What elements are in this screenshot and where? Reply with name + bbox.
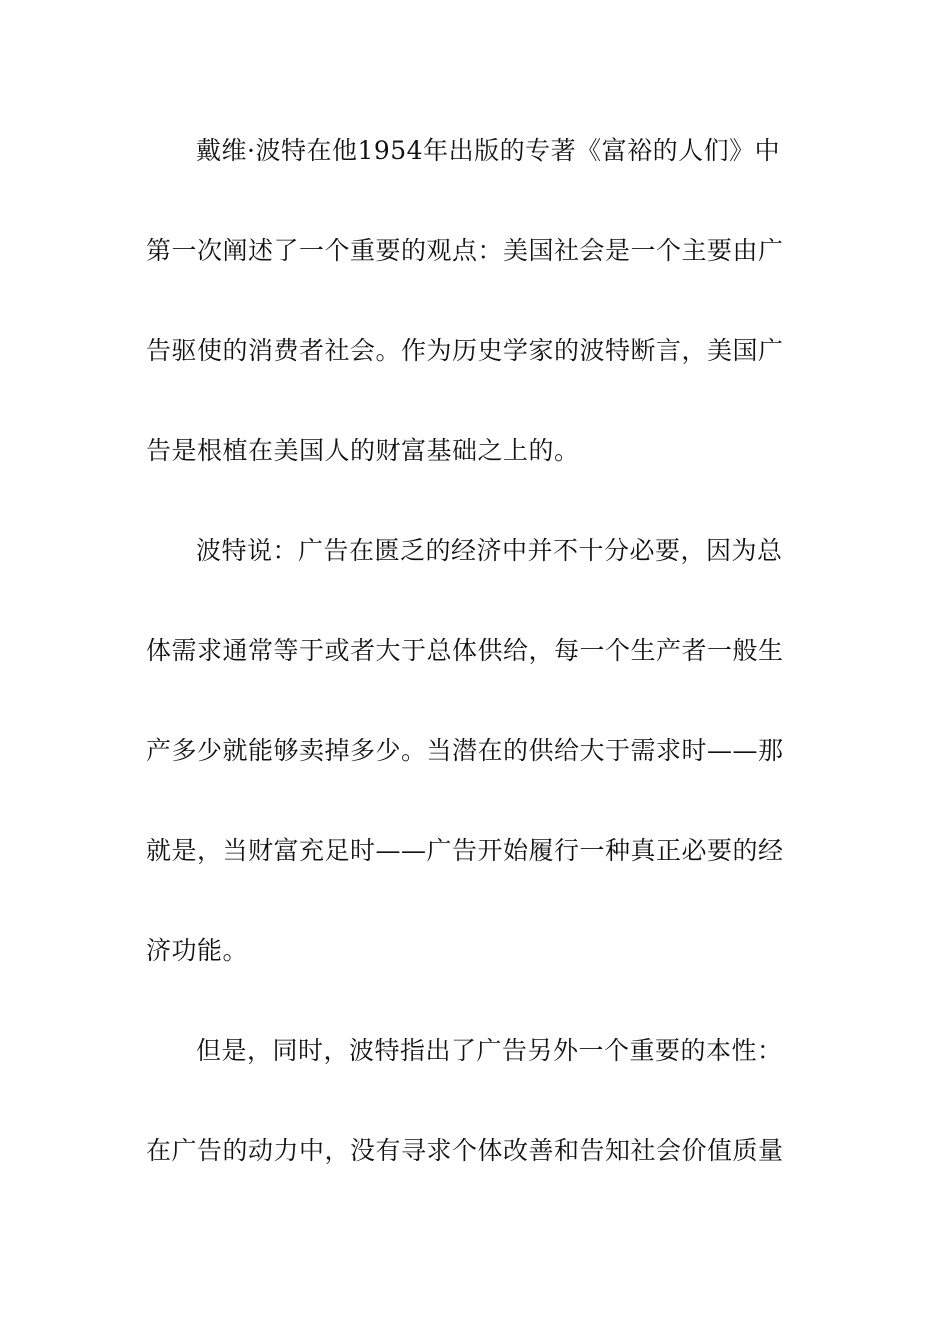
paragraph-line: 第一次阐述了一个重要的观点：美国社会是一个主要由广: [146, 236, 784, 265]
paragraph-line: 在广告的动力中，没有寻求个体改善和告知社会价值质量: [146, 1136, 784, 1165]
paragraph-line: 体需求通常等于或者大于总体供给，每一个生产者一般生: [146, 636, 784, 665]
paragraph-line: 就是，当财富充足时——广告开始履行一种真正必要的经: [146, 836, 784, 865]
paragraph-line: 济功能。: [146, 936, 249, 965]
paragraph-line: 戴维·波特在他1954年出版的专著《富裕的人们》中: [196, 136, 781, 165]
paragraph-line: 但是，同时，波特指出了广告另外一个重要的本性：: [196, 1036, 783, 1065]
paragraph-line: 告是根植在美国人的财富基础之上的。: [146, 436, 580, 465]
paragraph-line: 产多少就能够卖掉多少。当潜在的供给大于需求时——那: [146, 736, 784, 765]
paragraph-line: 波特说：广告在匮乏的经济中并不十分必要，因为总: [196, 536, 783, 565]
paragraph-line: 告驱使的消费者社会。作为历史学家的波特断言，美国广: [146, 336, 784, 365]
